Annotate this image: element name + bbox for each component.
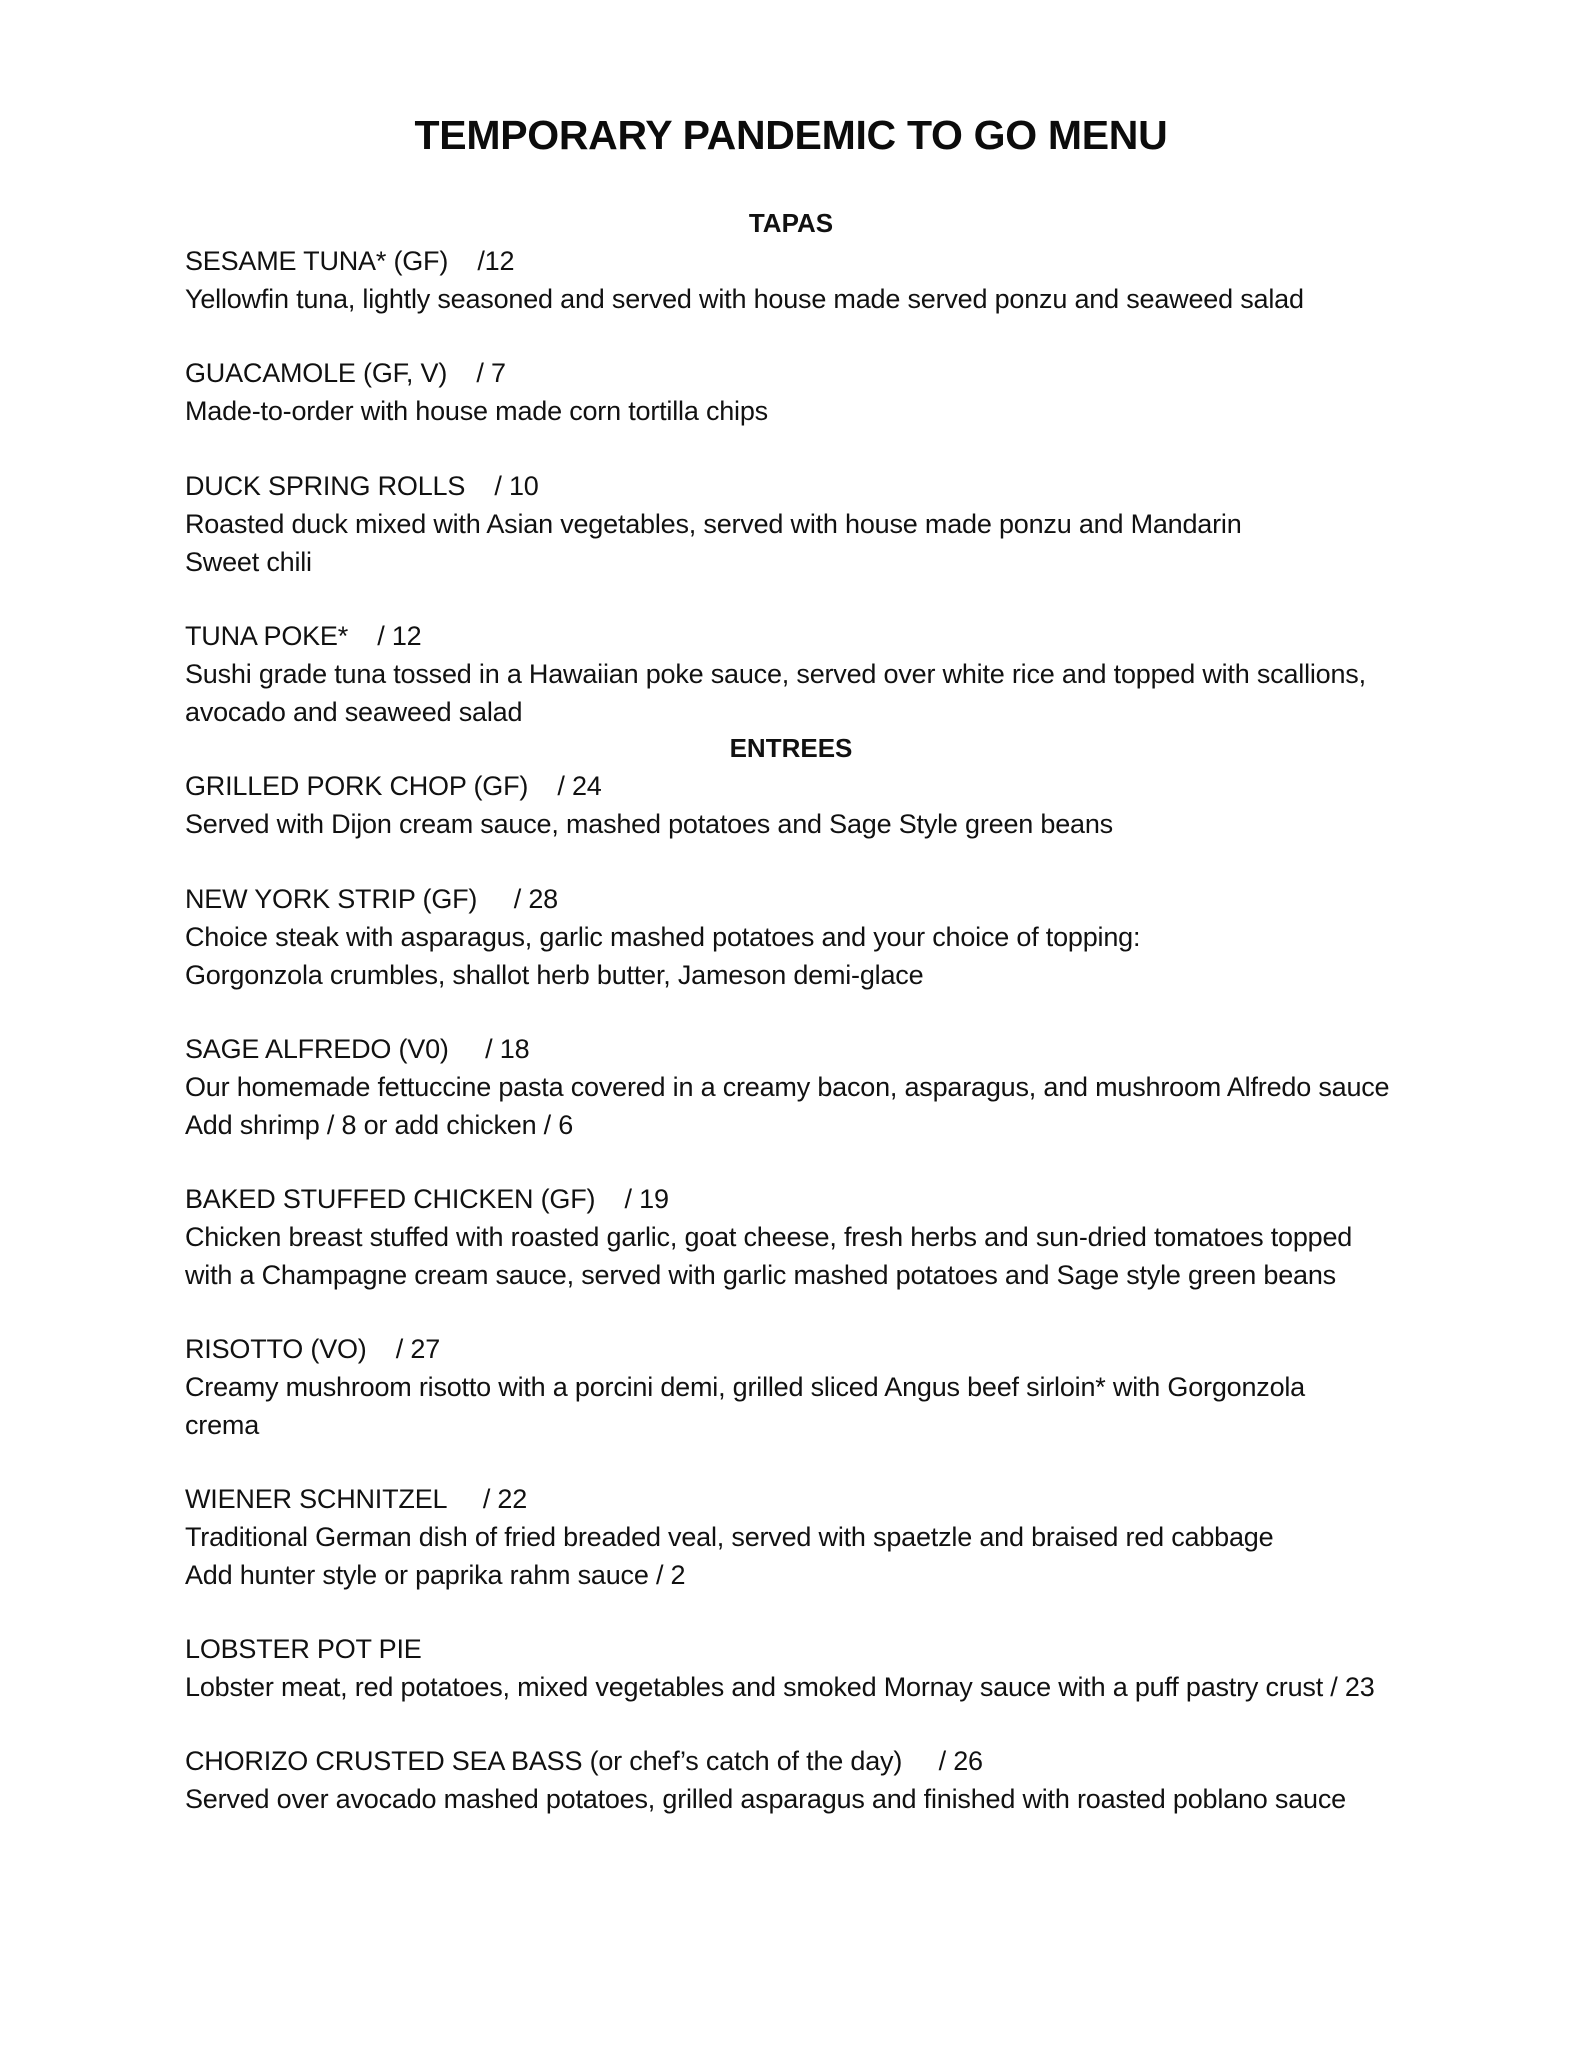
item-name: GUACAMOLE (GF, V) / 7 [185, 358, 506, 388]
item-description: Yellowfin tuna, lightly seasoned and served with house made served ponzu and seaweed salad [185, 284, 1304, 314]
menu-item-lobster-pot-pie [185, 1630, 1475, 1706]
item-description: Traditional German dish of fried breaded veal, served with spaetzle and braised red cabbage [185, 1522, 1274, 1552]
item-name: CHORIZO CRUSTED SEA BASS (or chef’s catch of the day) / 26 [185, 1746, 983, 1776]
item-name: SESAME TUNA* (GF) /12 [185, 246, 515, 276]
item-extra: Add shrimp / 8 or add chicken / 6 [185, 1110, 574, 1140]
item-extra: with a Champagne cream sauce, served with garlic mashed potatoes and Sage style green beans [185, 1260, 1336, 1290]
item-description: Served over avocado mashed potatoes, grilled asparagus and finished with roasted poblano sauce [185, 1784, 1346, 1814]
item-name: SAGE ALFREDO (V0) / 18 [185, 1034, 530, 1064]
entrees-heading: ENTREES [729, 733, 853, 763]
item-name: DUCK SPRING ROLLS / 10 [185, 471, 539, 501]
menu-item-sesame-tuna [185, 242, 1475, 318]
menu-item-guacamole [185, 354, 1475, 430]
menu-item-sage-alfredo [185, 1030, 1475, 1144]
item-extra: crema [185, 1410, 260, 1440]
item-description: Chicken breast stuffed with roasted garlic, goat cheese, fresh herbs and sun-dried tomatoes topped [185, 1222, 1353, 1252]
menu-item-risotto [185, 1330, 1475, 1444]
item-name: RISOTTO (VO) / 27 [185, 1334, 441, 1364]
menu-item-duck-spring-rolls [185, 467, 1475, 581]
item-name: GRILLED PORK CHOP (GF) / 24 [185, 771, 602, 801]
tapas-heading: TAPAS [748, 208, 834, 238]
item-description: Choice steak with asparagus, garlic mashed potatoes and your choice of topping: [185, 922, 1141, 952]
menu-item-tuna-poke [185, 617, 1475, 731]
item-name: WIENER SCHNITZEL / 22 [185, 1484, 528, 1514]
item-description: Sushi grade tuna tossed in a Hawaiian poke sauce, served over white rice and topped with scallions, [185, 659, 1366, 689]
menu-item-chorizo-crusted-sea-bass [185, 1742, 1475, 1818]
menu-item-grilled-pork-chop [185, 767, 1475, 843]
menu-title: TEMPORARY PANDEMIC TO GO MENU [414, 112, 1168, 158]
item-name: TUNA POKE* / 12 [185, 621, 422, 651]
menu-item-baked-stuffed-chicken [185, 1180, 1475, 1294]
item-extra: Gorgonzola crumbles, shallot herb butter, Jameson demi-glace [185, 960, 924, 990]
item-extra: Sweet chili [185, 547, 312, 577]
item-extra: Add hunter style or paprika rahm sauce / 2 [185, 1560, 686, 1590]
item-name: BAKED STUFFED CHICKEN (GF) / 19 [185, 1184, 669, 1214]
item-description: Lobster meat, red potatoes, mixed vegetables and smoked Mornay sauce with a puff pastry crust / 23 [185, 1672, 1375, 1702]
menu-item-wiener-schnitzel [185, 1480, 1475, 1594]
item-description: Served with Dijon cream sauce, mashed potatoes and Sage Style green beans [185, 809, 1113, 839]
item-description: Roasted duck mixed with Asian vegetables, served with house made ponzu and Mandarin [185, 509, 1242, 539]
item-description: Made-to-order with house made corn tortilla chips [185, 396, 768, 426]
item-description: Our homemade fettuccine pasta covered in a creamy bacon, asparagus, and mushroom Alfredo sauce [185, 1072, 1390, 1102]
item-extra: avocado and seaweed salad [185, 697, 523, 727]
item-name: NEW YORK STRIP (GF) / 28 [185, 884, 558, 914]
item-description: Creamy mushroom risotto with a porcini demi, grilled sliced Angus beef sirloin* with Gorgonzola [185, 1372, 1305, 1402]
menu-item-new-york-strip [185, 880, 1475, 994]
item-name: LOBSTER POT PIE [185, 1634, 422, 1664]
